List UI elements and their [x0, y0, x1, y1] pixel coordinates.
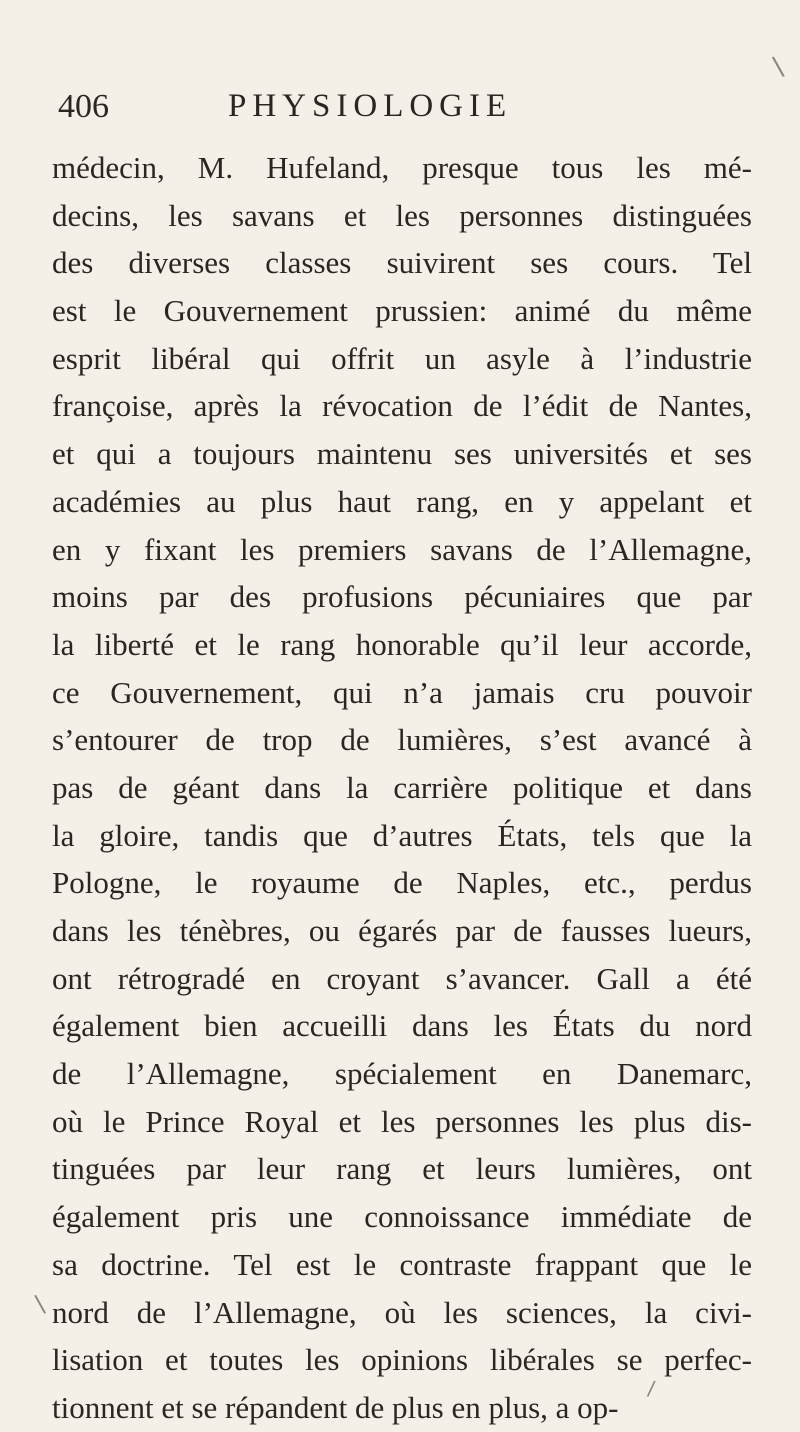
text-line: sa doctrine. Tel est le contraste frappant que le — [52, 1246, 752, 1282]
text-line: dans les ténèbres, ou égarés par de fausses lueurs, — [52, 913, 752, 948]
text-line: est le Gouvernement prussien: animé du même — [52, 293, 752, 329]
text-line: decins, les savans et les personnes distinguées — [52, 197, 752, 233]
page-number: 406 — [58, 88, 109, 125]
text-line: également pris une connoissance immédiate de — [52, 1199, 752, 1235]
text-line: de l’Allemagne, spécialement en Danemarc, — [52, 1056, 752, 1092]
text-line: ont rétrogradé en croyant s’avancer. Gall a été — [52, 960, 752, 996]
margin-mark: \ — [33, 1289, 47, 1319]
body-text — [52, 144, 752, 1432]
text-line: s’entourer de trop de lumières, s’est avancé à — [52, 722, 752, 758]
page-header — [58, 88, 678, 134]
text-line: moins par des profusions pécuniaires que par — [52, 579, 752, 615]
text-line: françoise, après la révocation de l’édit de Nantes, — [52, 388, 752, 424]
text-line: où le Prince Royal et les personnes les plus dis- — [52, 1103, 752, 1139]
text-line: nord de l’Allemagne, où les sciences, la civi- — [52, 1294, 752, 1330]
text-line: et qui a toujours maintenu ses universités et ses — [52, 436, 752, 472]
text-line: Pologne, le royaume de Naples, etc., perdus — [52, 865, 752, 901]
text-line: ce Gouvernement, qui n’a jamais cru pouvoir — [52, 674, 752, 710]
text-line: pas de géant dans la carrière politique et dans — [52, 769, 752, 805]
text-line: des diverses classes suivirent ses cours. Tel — [52, 245, 752, 281]
text-line: la liberté et le rang honorable qu’il leur accorde, — [52, 626, 752, 662]
running-title: PHYSIOLOGIE — [228, 88, 513, 124]
text-line: esprit libéral qui offrit un asyle à l’industrie — [52, 340, 752, 376]
text-line: également bien accueilli dans les États du nord — [52, 1008, 752, 1044]
text-line: tinguées par leur rang et leurs lumières, ont — [52, 1151, 752, 1187]
page-edge-mark: / — [646, 1375, 657, 1401]
text-line: en y fixant les premiers savans de l’Allemagne, — [52, 531, 752, 567]
text-line: médecin, M. Hufeland, presque tous les mé- — [52, 150, 752, 185]
text-line: tionnent et se répandent de plus en plus, a op- — [52, 1389, 619, 1425]
text-line: académies au plus haut rang, en y appelant et — [52, 483, 752, 519]
page-edge-mark: \ — [770, 51, 786, 83]
text-line: la gloire, tandis que d’autres États, tels que la — [52, 817, 752, 853]
text-line: lisation et toutes les opinions libérales se perfec- — [52, 1342, 752, 1378]
